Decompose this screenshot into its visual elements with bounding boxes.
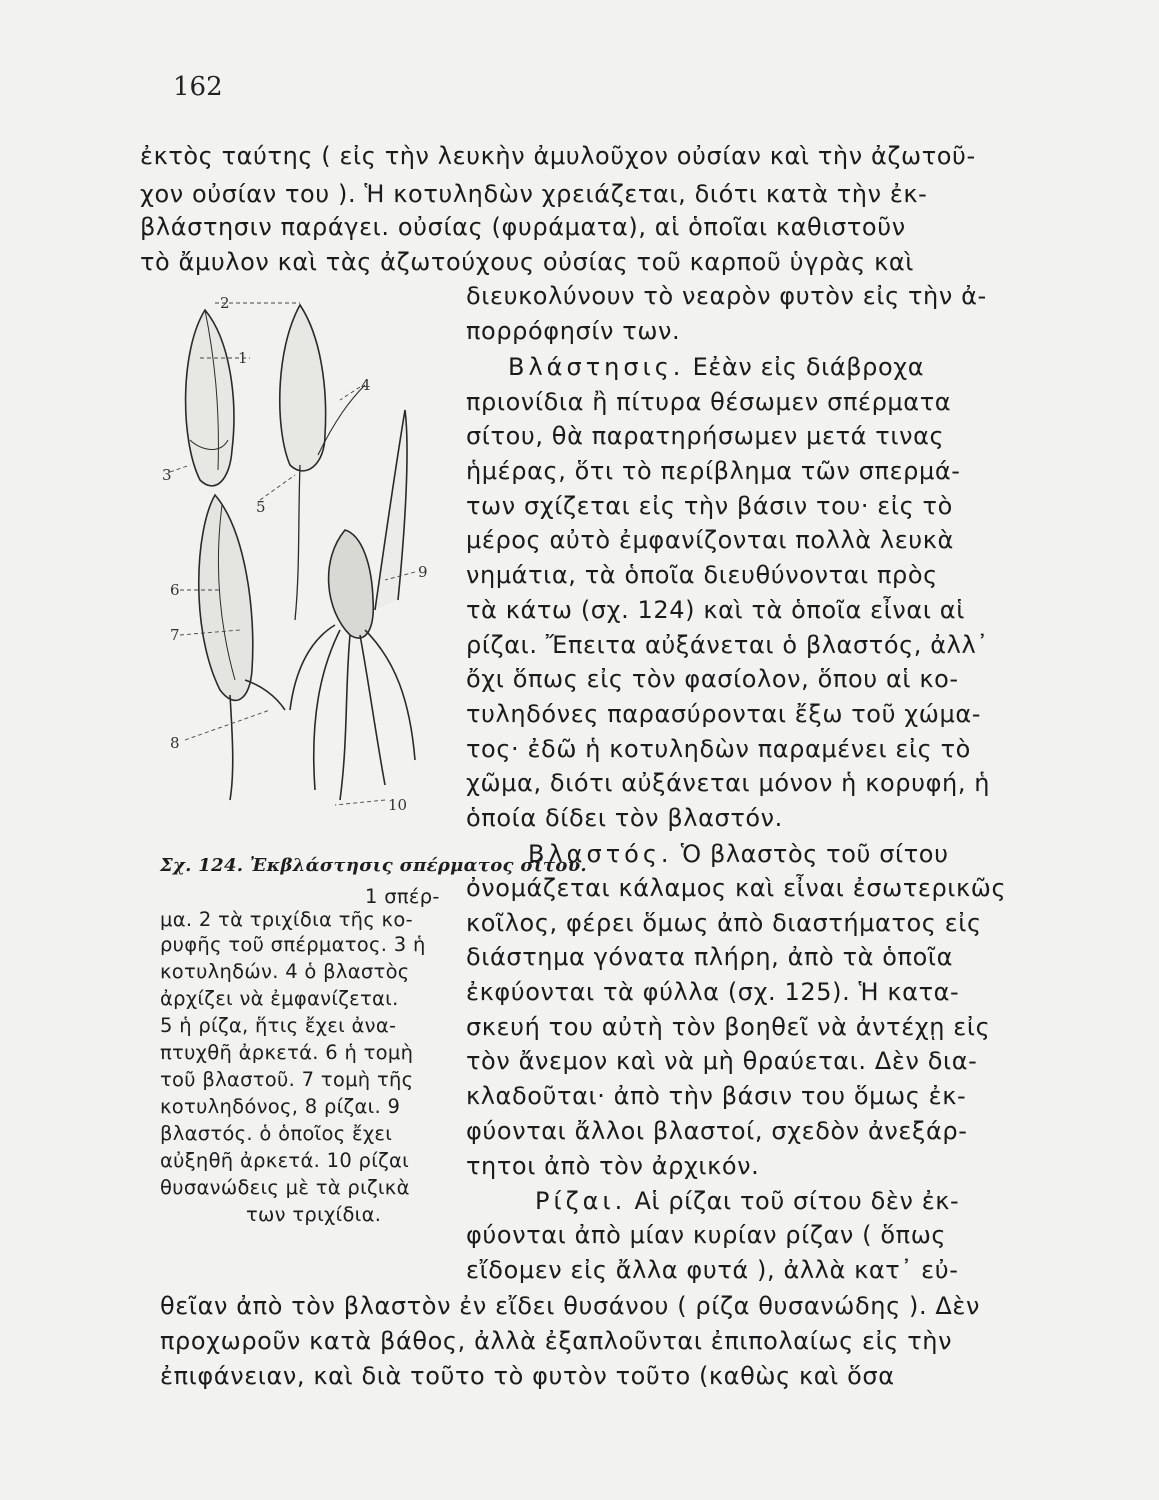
- body-line: ἐκφύονται τὰ φύλλα (σχ. 125). Ἡ κατα-: [466, 978, 960, 1006]
- body-line: χῶμα, διότι αὐξάνεται μόνον ἡ κορυφή, ἡ: [466, 769, 991, 797]
- body-line: τυληδόνες παρασύρονται ἔξω τοῦ χώμα-: [466, 700, 982, 728]
- heading-continuation: Ὁ βλαστὸς τοῦ σίτου: [680, 840, 949, 868]
- caption-line: τοῦ βλαστοῦ. 7 τομὴ τῆς: [160, 1068, 414, 1091]
- body-line: κλαδοῦται· ἀπὸ τὴν βάσιν του ὅμως ἐκ-: [466, 1082, 967, 1110]
- figure-label: 10: [388, 796, 408, 814]
- body-line: βλάστησιν παράγει. οὐσίας (φυράματα), αἱ ὁποῖαι καθιστοῦν: [140, 213, 906, 241]
- figure-label: 2: [220, 294, 230, 312]
- caption-line: βλαστός. ὁ ὁποῖος ἔχει: [160, 1122, 393, 1145]
- body-line: τὰ κάτω (σχ. 124) καὶ τὰ ὁποῖα εἶναι αἱ: [466, 596, 965, 624]
- heading-text: Ρίζαι.: [535, 1187, 627, 1215]
- body-line: των σχίζεται εἰς τὴν βάσιν του· εἰς τὸ: [466, 492, 953, 520]
- body-line: ἡμέρας, ὅτι τὸ περίβλημα τῶν σπερμά-: [466, 457, 961, 485]
- figure-label: 7: [170, 626, 180, 644]
- body-line: ὄχι ὅπως εἰς τὸν φασίολον, ὅπου αἱ κο-: [466, 665, 959, 693]
- heading-text: Βλαστός.: [528, 840, 673, 868]
- body-line: εἴδομεν εἰς ἄλλα φυτά ), ἀλλὰ κατ᾽ εὐ-: [466, 1256, 959, 1284]
- figure-label: 4: [361, 376, 371, 394]
- body-line: σκευή του αὐτὴ τὸν βοηθεῖ νὰ ἀντέχῃ εἰς: [466, 1013, 991, 1041]
- body-line: τητοι ἀπὸ τὸν ἀρχικόν.: [466, 1152, 760, 1180]
- body-line: μέρος αὐτὸ ἐμφανίζονται πολλὰ λευκὰ: [466, 526, 954, 554]
- body-line: πριονίδια ἢ πίτυρα θέσωμεν σπέρματα: [466, 388, 952, 416]
- body-line: ἐπιφάνειαν, καὶ διὰ τοῦτο τὸ φυτὸν τοῦτο (καθὼς καὶ ὅσα: [160, 1362, 895, 1390]
- caption-line: ρυφῆς τοῦ σπέρματος. 3 ἡ: [160, 933, 426, 956]
- section-heading-rizai: [535, 1189, 959, 1213]
- heading-continuation: Αἱ ρίζαι τοῦ σίτου δὲν ἐκ-: [634, 1187, 960, 1215]
- figure-label: 8: [170, 734, 180, 752]
- body-line: ρίζαι. Ἔπειτα αὐξάνεται ὁ βλαστός, ἀλλ᾽: [466, 631, 989, 659]
- figure-caption-title: Σχ. 124. Ἐκβλάστησις σπέρματος σίτου.: [160, 855, 587, 876]
- body-line: ὁποία δίδει τὸν βλαστόν.: [466, 804, 783, 832]
- body-line: θεῖαν ἀπὸ τὸν βλαστὸν ἐν εἴδει θυσάνου ( ρίζα θυσανώδης ). Δὲν: [160, 1292, 981, 1320]
- figure-label: 9: [418, 563, 428, 581]
- caption-line: των τριχίδια.: [246, 1203, 382, 1226]
- body-line: προχωροῦν κατὰ βάθος, ἀλλὰ ἐξαπλοῦνται ἐπιπολαίως εἰς τὴν: [160, 1327, 953, 1355]
- caption-line: κοτυληδών. 4 ὁ βλαστὸς: [160, 960, 410, 983]
- page-number: 162: [173, 72, 223, 102]
- figure-label: 1: [238, 349, 248, 367]
- caption-line: 1 σπέρ-: [365, 885, 440, 908]
- body-line: τος· ἐδῶ ἡ κοτυληδὼν παραμένει εἰς τὸ: [466, 735, 971, 763]
- figure-label: 3: [162, 466, 172, 484]
- body-line: χον οὐσίαν του ). Ἡ κοτυληδὼν χρειάζεται, διότι κατὰ τὴν ἐκ-: [140, 180, 928, 208]
- heading-text: Βλάστησις.: [508, 353, 685, 381]
- body-line: πορρόφησίν των.: [466, 317, 681, 345]
- body-line: ἐκτὸς ταύτης ( εἰς τὴν λευκὴν ἀμυλοῦχον οὐσίαν καὶ τὴν ἀζωτοῦ-: [140, 142, 976, 170]
- caption-line: κοτυληδόνος, 8 ρίζαι. 9: [160, 1095, 401, 1118]
- body-line: φύονται ἄλλοι βλαστοί, σχεδὸν ἀνεξάρ-: [466, 1117, 968, 1145]
- body-line: τὸν ἄνεμον καὶ νὰ μὴ θραύεται. Δὲν δια-: [466, 1047, 978, 1075]
- caption-line: ἀρχίζει νὰ ἐμφανίζεται.: [160, 987, 399, 1010]
- heading-continuation: Εἐὰν εἰς διάβροχα: [692, 353, 925, 381]
- body-line: νημάτια, τὰ ὁποῖα διευθύνονται πρὸς: [466, 561, 938, 589]
- figure-label: 5: [256, 498, 266, 516]
- wheat-germination-illustration: [160, 290, 460, 850]
- body-line: κοῖλος, φέρει ὅμως ἀπὸ διαστήματος εἰς: [466, 909, 982, 937]
- body-line: ὀνομάζεται κάλαμος καὶ εἶναι ἐσωτερικῶς: [466, 874, 1007, 902]
- body-line: διάστημα γόνατα πλήρη, ἀπὸ τὰ ὁποῖα: [466, 943, 954, 971]
- caption-line: πτυχθῆ ἀρκετά. 6 ἡ τομὴ: [160, 1041, 414, 1064]
- body-line: τὸ ἄμυλον καὶ τὰς ἀζωτούχους οὐσίας τοῦ καρποῦ ὑγρὰς καὶ: [140, 248, 914, 276]
- caption-line: 5 ἡ ρίζα, ἥτις ἔχει ἀνα-: [160, 1014, 397, 1037]
- caption-line: μα. 2 τὰ τριχίδια τῆς κο-: [160, 908, 413, 931]
- section-heading-blastesis: [508, 355, 924, 379]
- caption-line: αὐξηθῆ ἀρκετά. 10 ρίζαι: [160, 1149, 410, 1172]
- body-line: διευκολύνουν τὸ νεαρὸν φυτὸν εἰς τὴν ἀ-: [466, 282, 987, 310]
- body-line: σίτου, θὰ παρατηρήσωμεν μετά τινας: [466, 422, 945, 450]
- body-line: φύονται ἀπὸ μίαν κυρίαν ρίζαν ( ὅπως: [466, 1221, 947, 1249]
- caption-line: θυσανώδεις μὲ τὰ ριζικὰ: [160, 1176, 410, 1199]
- figure-label: 6: [170, 581, 180, 599]
- section-heading-blastos: [528, 842, 949, 866]
